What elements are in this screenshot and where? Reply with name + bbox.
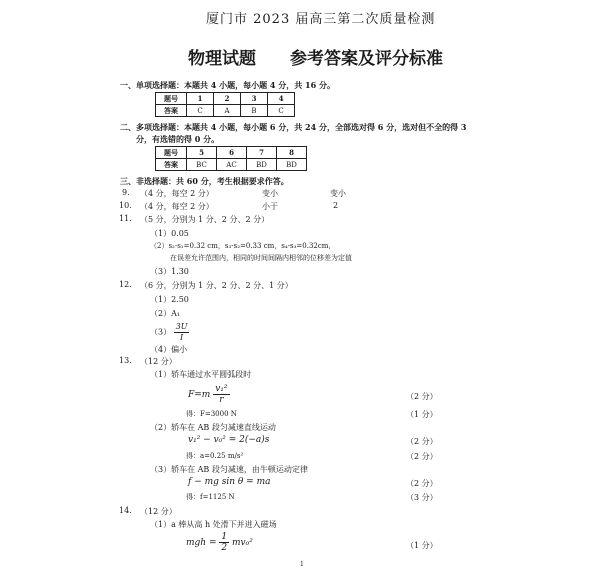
q14-number: 14. <box>119 506 132 515</box>
q9-answer-1: 变小 <box>262 189 278 198</box>
q13-result-3-score: （3 分） <box>406 493 438 502</box>
table-cell: 题号 <box>156 147 187 159</box>
table-row <box>156 93 295 105</box>
table-cell: 1 <box>187 93 214 105</box>
q11-part-2: （2）s₂-s₁=0.32 cm，s₃-s₂=0.33 cm，s₄-s₃=0.32cm， <box>150 242 336 250</box>
q11-points: （5 分，分别为 1 分、2 分、2 分） <box>140 215 270 224</box>
q14-eq1-score: （1 分） <box>406 541 438 550</box>
page-number: 1 <box>300 561 304 568</box>
q13-equation-2: v₁² − v₀² = 2(−a)s <box>188 435 270 445</box>
table-cell: C <box>187 105 214 117</box>
q13-fraction <box>213 384 229 405</box>
fraction-denominator: r <box>219 395 224 405</box>
q11-number: 11. <box>119 214 132 223</box>
section-3-title: 三、非选择题：共 60 分，考生根据要求作答。 <box>120 176 289 186</box>
q12-part-1: （1）2.50 <box>150 295 189 304</box>
equation-right: mv₀² <box>231 538 253 548</box>
answer-table-1 <box>155 92 295 117</box>
table-cell: 答案 <box>156 159 187 171</box>
table-cell: 4 <box>268 93 295 105</box>
q10-points: （4 分，每空 2 分） <box>140 202 214 211</box>
table-cell: 7 <box>247 147 277 159</box>
q10-answer-2: 2 <box>333 201 339 210</box>
answer-table-2 <box>155 146 307 171</box>
q13-result-1-score: （1 分） <box>406 410 438 419</box>
q13-result-2: 得：a=0.25 m/s² <box>186 452 244 460</box>
q14-fraction <box>219 532 229 553</box>
table-cell: A <box>214 105 241 117</box>
q13-eq2-score: （2 分） <box>406 437 438 446</box>
q12-number: 12. <box>119 280 132 289</box>
q9-answer-2: 变小 <box>330 189 346 198</box>
q14-part-1: （1）a 棒从高 h 处滑下并进入磁场 <box>150 520 277 529</box>
table-cell: B <box>241 105 268 117</box>
section-2-title-cont: 分，有选错的得 0 分。 <box>136 134 220 144</box>
section-2-title: 二、多项选择题：本题共 4 小题，每小题 6 分，共 24 分，全部选对得 6 分，选对但不全的得 3 <box>120 122 467 132</box>
table-cell: 6 <box>217 147 247 159</box>
q13-equation-1 <box>188 384 230 405</box>
table-cell: 题号 <box>156 93 187 105</box>
table-cell: C <box>268 105 295 117</box>
section-1-title: 一、单项选择题：本题共 4 小题，每小题 4 分，共 16 分。 <box>120 80 335 90</box>
q10-answer-1: 小于 <box>262 202 278 211</box>
q12-fraction <box>174 322 190 343</box>
paper-subtitle: 参考答案及评分标准 <box>290 49 443 69</box>
q13-eq3-score: （2 分） <box>406 479 438 488</box>
equation-left: F=m <box>188 390 211 400</box>
q12-part-3 <box>150 322 189 343</box>
q14-equation-1 <box>186 532 253 553</box>
table-cell: BD <box>247 159 277 171</box>
table-cell: BC <box>187 159 217 171</box>
q13-part-3: （3）轿车在 AB 段匀减速，由牛顿运动定律 <box>150 465 308 474</box>
q11-part-1: （1）0.05 <box>150 229 189 238</box>
q13-number: 13. <box>119 356 132 365</box>
q13-result-1: 得：F=3000 N <box>186 410 237 418</box>
table-row <box>156 159 307 171</box>
table-row <box>156 147 307 159</box>
q10-number: 10. <box>119 201 132 210</box>
fraction-denominator: 2 <box>221 543 228 553</box>
q11-part-2-conclusion: 在误差允许范围内，相同的时间间隔内相邻的位移差为定值 <box>170 254 352 262</box>
table-cell: 3 <box>241 93 268 105</box>
q12-part-3-label: （3） <box>150 327 172 337</box>
q13-points: （12 分） <box>140 357 177 366</box>
q11-part-3: （3）1.30 <box>150 267 189 276</box>
q9-number: 9. <box>122 188 130 197</box>
paper-title: 物理试题 <box>188 49 256 69</box>
q13-result-2-score: （2 分） <box>406 452 438 461</box>
q12-part-4: （4）偏小 <box>150 345 188 354</box>
q13-part-1: （1）轿车通过水平圆弧段时 <box>150 370 252 379</box>
fraction-numerator: 3U <box>175 322 188 331</box>
document-header: 厦门市 2023 届高三第二次质量检测 <box>206 12 436 27</box>
q13-part-2: （2）轿车在 AB 段匀减速直线运动 <box>150 423 276 432</box>
table-cell: 2 <box>214 93 241 105</box>
table-cell: 8 <box>277 147 307 159</box>
equation-left: mgh = <box>186 538 217 548</box>
q12-points: （6 分，分别为 1 分、2 分、2 分、1 分） <box>140 281 293 290</box>
q9-points: （4 分，每空 2 分） <box>140 189 214 198</box>
table-cell: BD <box>277 159 307 171</box>
q14-points: （12 分） <box>140 507 177 516</box>
q12-part-2: （2）A₁ <box>150 309 181 318</box>
q13-result-3: 得：f=1125 N <box>186 493 235 501</box>
table-cell: AC <box>217 159 247 171</box>
table-cell: 5 <box>187 147 217 159</box>
fraction-numerator: 1 <box>221 532 228 542</box>
fraction-denominator: I <box>179 333 184 342</box>
table-row <box>156 105 295 117</box>
q13-eq1-score: （2 分） <box>406 392 438 401</box>
fraction-numerator: v₁² <box>215 384 228 394</box>
q13-equation-3: f − mg sin θ = ma <box>188 477 271 487</box>
table-cell: 答案 <box>156 105 187 117</box>
